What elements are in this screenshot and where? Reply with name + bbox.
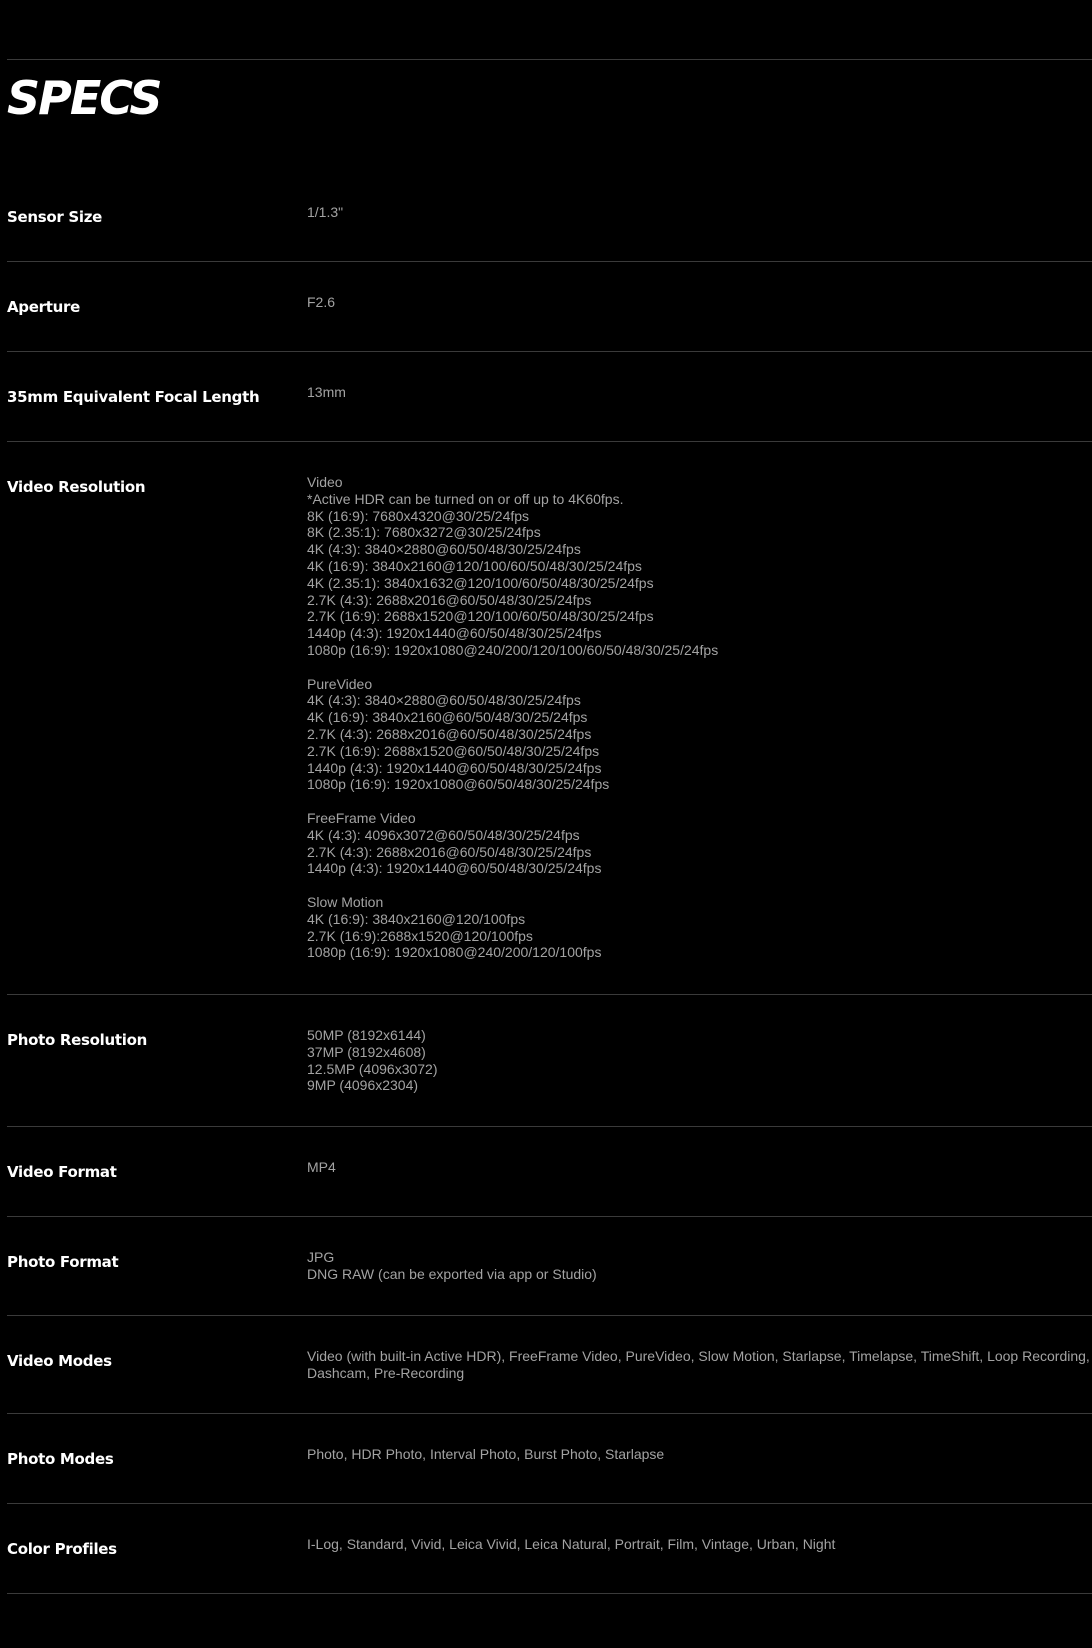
spec-value-line: 1440p (4:3): 1920x1440@60/50/48/30/25/24fps (307, 860, 602, 877)
spec-label: Photo Resolution (7, 1031, 147, 1049)
spec-value-line: 12.5MP (4096x3072) (307, 1060, 438, 1077)
spec-value-line: 4K (16:9): 3840x2160@120/100/60/50/48/30/25/24fps (307, 557, 642, 574)
spec-value-line: Slow Motion (307, 893, 384, 910)
spec-row (7, 352, 1092, 442)
spec-value-line: 2.7K (16:9):2688x1520@120/100fps (307, 927, 533, 944)
spec-value-line: 2.7K (16:9): 2688x1520@60/50/48/30/25/24fps (307, 742, 600, 759)
spec-value (307, 384, 1092, 401)
spec-value-line: MP4 (307, 1159, 336, 1175)
spec-value-spacer (307, 659, 1092, 676)
spec-value-line: 2.7K (4:3): 2688x2016@60/50/48/30/25/24fps (307, 725, 592, 742)
spec-value-line: 2.7K (4:3): 2688x2016@60/50/48/30/25/24fps (307, 843, 592, 860)
spec-row (7, 1217, 1092, 1316)
spec-value-line: 1080p (16:9): 1920x1080@60/50/48/30/25/24fps (307, 776, 610, 793)
spec-value-line: 1440p (4:3): 1920x1440@60/50/48/30/25/24fps (307, 625, 602, 642)
spec-value-line: PureVideo (307, 675, 373, 692)
spec-value-line: 8K (16:9): 7680x4320@30/25/24fps (307, 507, 530, 524)
spec-value-line: F2.6 (307, 294, 336, 310)
spec-value-line: 9MP (4096x2304) (307, 1077, 419, 1094)
spec-value-line: 1/1.3" (307, 204, 344, 220)
spec-value-spacer (307, 877, 1092, 894)
spec-row (7, 442, 1092, 995)
spec-row (7, 177, 1092, 262)
spec-value-line: 4K (4:3): 3840×2880@60/50/48/30/25/24fps (307, 541, 581, 558)
spec-value-line: 4K (2.35:1): 3840x1632@120/100/60/50/48/30/25/24fps (307, 574, 654, 591)
spec-label: Aperture (7, 298, 80, 316)
spec-value-line: 1440p (4:3): 1920x1440@60/50/48/30/25/24fps (307, 759, 602, 776)
spec-value-line: DNG RAW (can be exported via app or Studio) (307, 1265, 597, 1282)
spec-label: Video Modes (7, 1352, 112, 1370)
spec-value (307, 474, 1092, 961)
spec-row (7, 1127, 1092, 1217)
spec-value-line: Video (307, 474, 343, 490)
spec-value (307, 1536, 1092, 1553)
specs-section (7, 0, 1092, 1648)
spec-row (7, 1316, 1092, 1414)
spec-value (307, 1348, 1092, 1382)
spec-value-line: 1080p (16:9): 1920x1080@240/200/120/100fps (307, 944, 602, 961)
spec-row (7, 262, 1092, 352)
spec-row (7, 995, 1092, 1127)
spec-label: Color Profiles (7, 1540, 117, 1558)
spec-value-line: JPG (307, 1249, 335, 1265)
spec-value-line: 13mm (307, 384, 346, 400)
spec-label: Photo Format (7, 1253, 119, 1271)
spec-label: 35mm Equivalent Focal Length (7, 388, 260, 406)
spec-value (307, 1027, 1092, 1094)
spec-value-line: 37MP (8192x4608) (307, 1043, 426, 1060)
spec-value-line: 4K (4:3): 3840×2880@60/50/48/30/25/24fps (307, 692, 581, 709)
spec-value-line: Video (with built-in Active HDR), FreeFrame Video, PureVideo, Slow Motion, Starlapse, Timelapse, TimeShift, Loop Recording, Dashcam, Pre-Recording (307, 1348, 1090, 1381)
spec-value-line: FreeFrame Video (307, 809, 416, 826)
spec-value (307, 294, 1092, 311)
spec-value (307, 1446, 1092, 1463)
spec-value-line: 4K (4:3): 4096x3072@60/50/48/30/25/24fps (307, 826, 580, 843)
spec-value-line: 2.7K (4:3): 2688x2016@60/50/48/30/25/24fps (307, 591, 592, 608)
spec-value (307, 1159, 1092, 1176)
page-title: SPECS (7, 71, 161, 125)
spec-value-line: 4K (16:9): 3840x2160@60/50/48/30/25/24fps (307, 709, 588, 726)
spec-value-line: *Active HDR can be turned on or off up to 4K60fps. (307, 490, 624, 507)
spec-label: Photo Modes (7, 1450, 114, 1468)
spec-value-line: I-Log, Standard, Vivid, Leica Vivid, Leica Natural, Portrait, Film, Vintage, Urban, Night (307, 1536, 836, 1552)
spec-value (307, 1249, 1092, 1283)
spec-row (7, 1414, 1092, 1504)
top-divider (7, 59, 1092, 60)
spec-value-line: 4K (16:9): 3840x2160@120/100fps (307, 910, 526, 927)
spec-label: Video Resolution (7, 478, 146, 496)
spec-label: Video Format (7, 1163, 117, 1181)
spec-value-line: 50MP (8192x6144) (307, 1027, 426, 1043)
spec-value-line: Photo, HDR Photo, Interval Photo, Burst Photo, Starlapse (307, 1446, 665, 1462)
spec-row (7, 1504, 1092, 1594)
spec-label: Sensor Size (7, 208, 103, 226)
spec-value-line: 1080p (16:9): 1920x1080@240/200/120/100/60/50/48/30/25/24fps (307, 641, 719, 658)
spec-value (307, 204, 1092, 221)
spec-value-spacer (307, 793, 1092, 810)
spec-value-line: 2.7K (16:9): 2688x1520@120/100/60/50/48/30/25/24fps (307, 608, 654, 625)
spec-value-line: 8K (2.35:1): 7680x3272@30/25/24fps (307, 524, 541, 541)
